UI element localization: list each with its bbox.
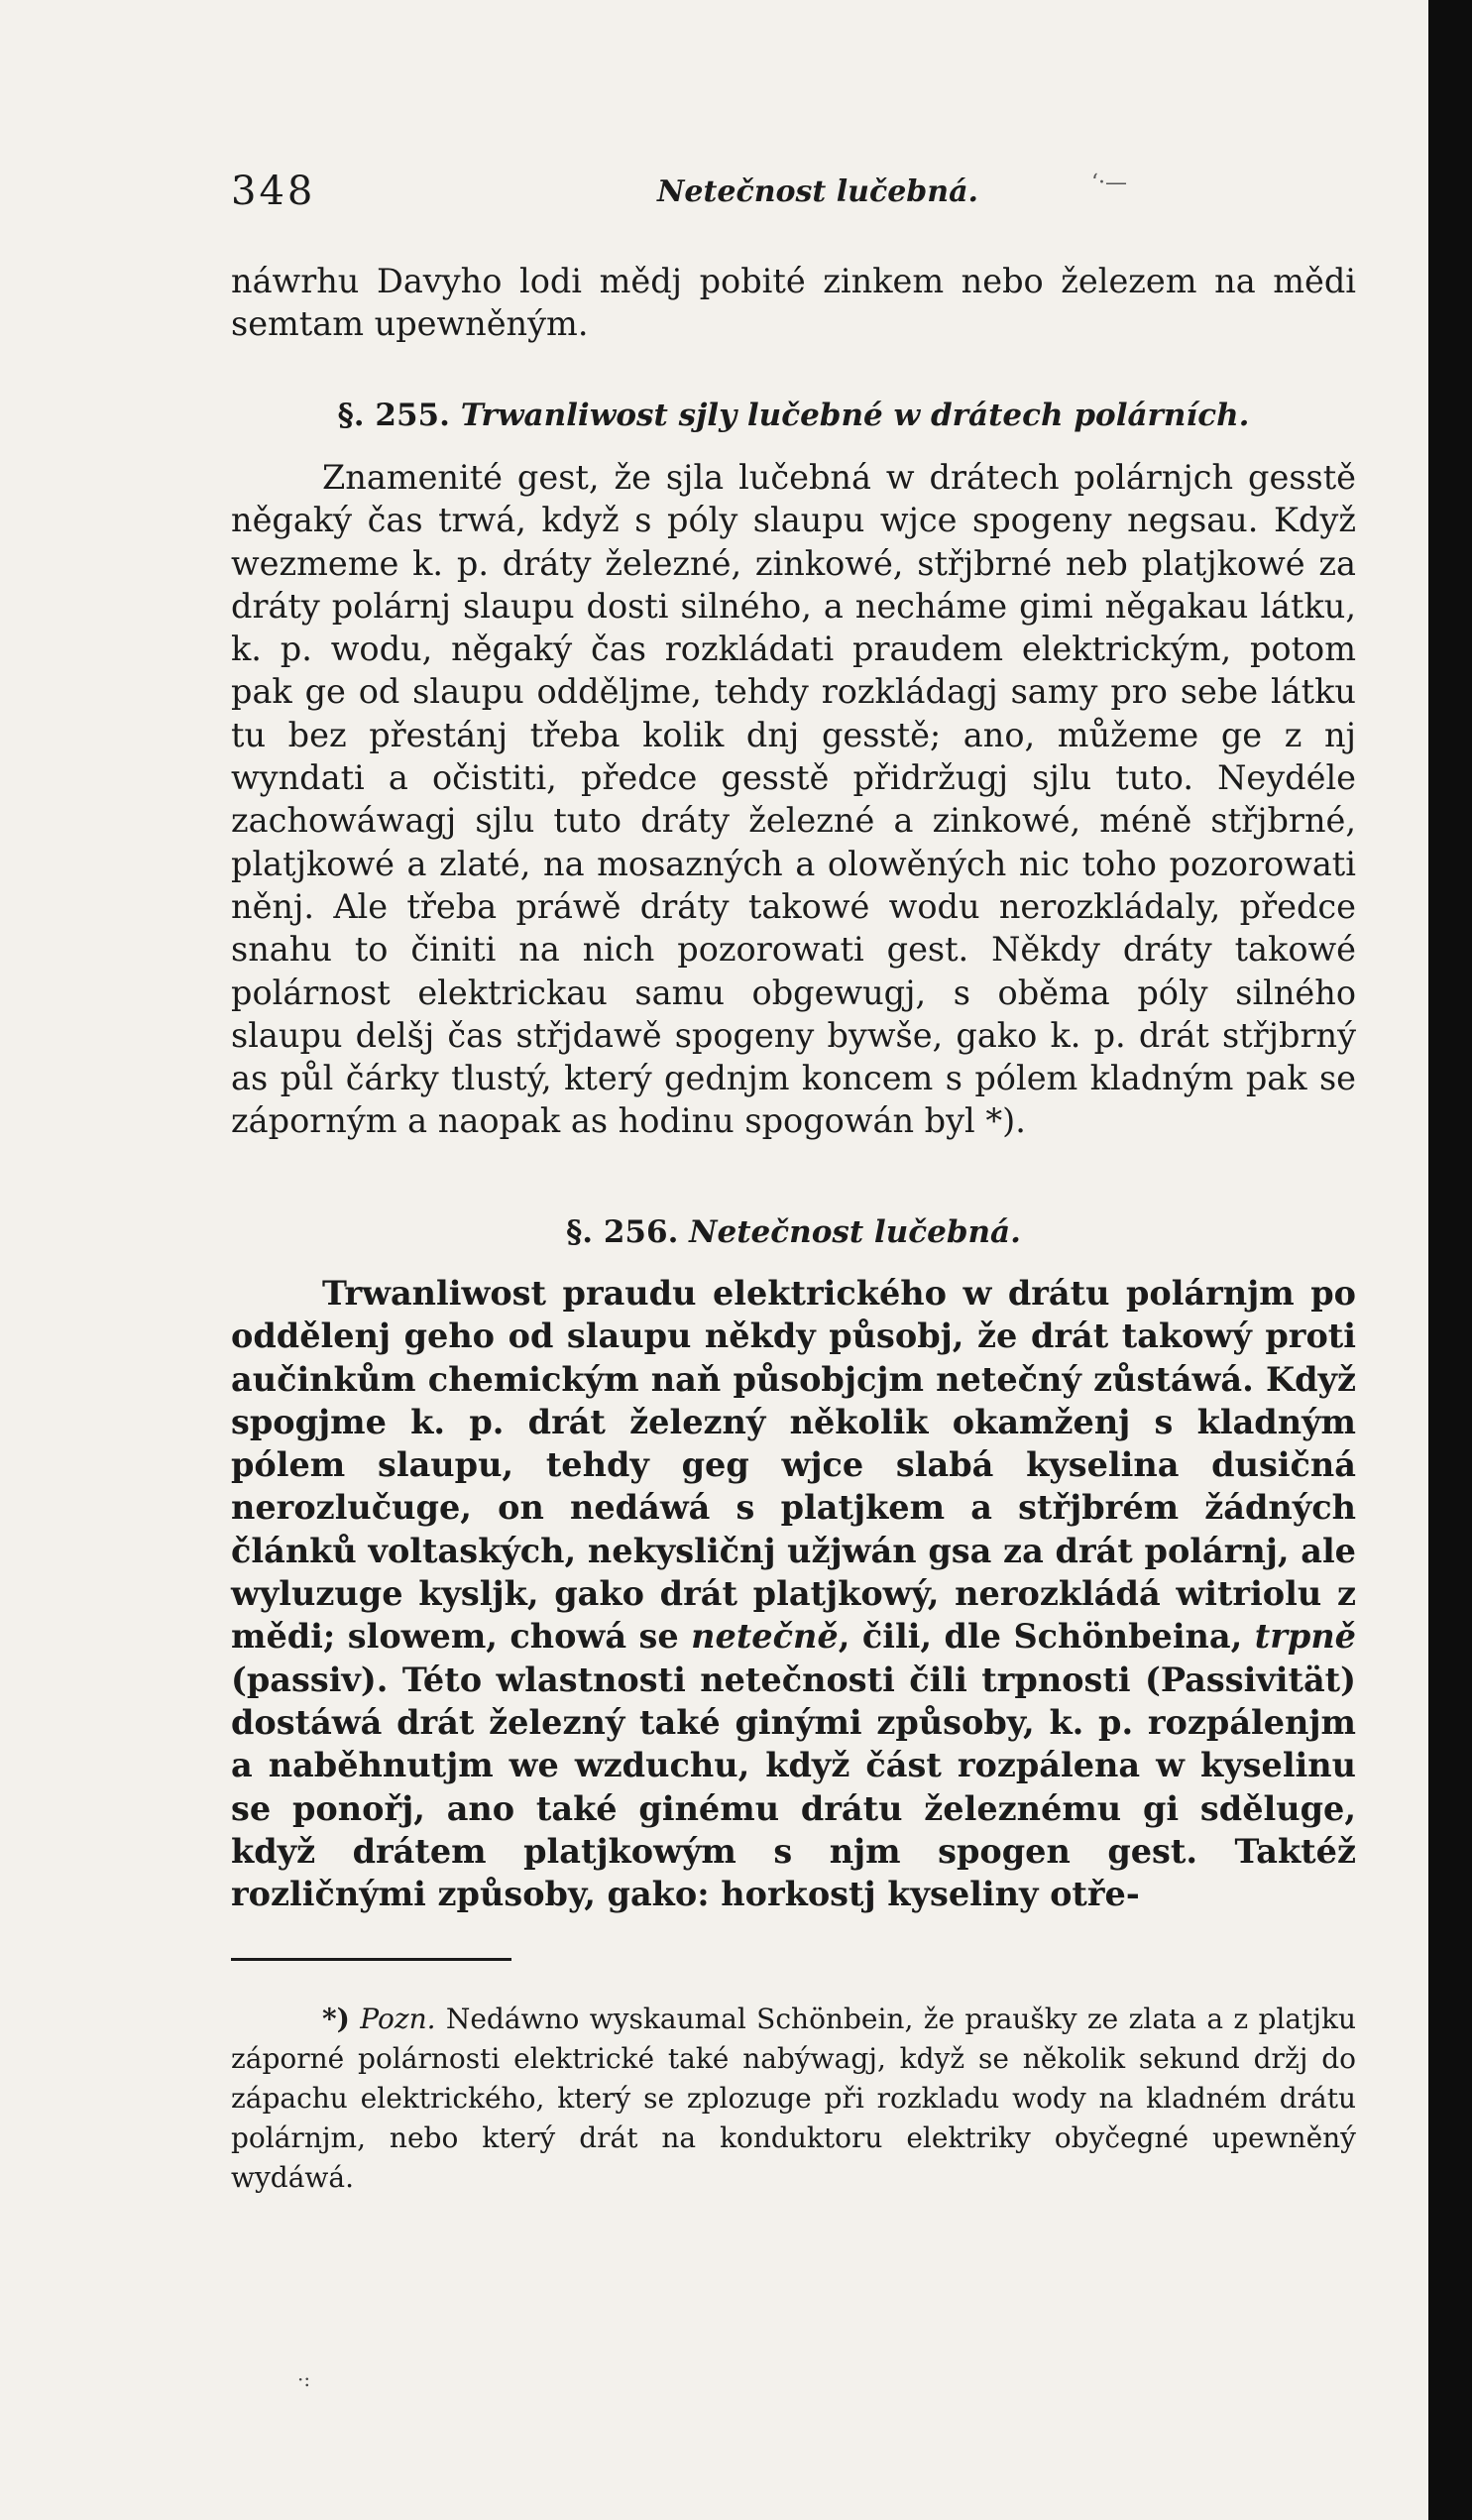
- section-256-body: [231, 1272, 1356, 1915]
- section-title: Trwanliwost sjly lučebné w drátech polárních.: [460, 398, 1250, 433]
- header-mark: ‘·—: [1091, 171, 1127, 195]
- footnote: [231, 2000, 1356, 2198]
- bottom-mark: ·:: [297, 2367, 311, 2391]
- section-heading-256: [231, 1214, 1356, 1250]
- continuation-paragraph: [231, 260, 1356, 346]
- section-255-body: [231, 456, 1356, 1143]
- section-number: §. 255.: [337, 398, 450, 433]
- page-number: 348: [231, 169, 316, 214]
- text-run: Trwanliwost praudu elektrického w drátu polárnjm po oddělenj geho od slaupu někdy působj, že drát takowý proti aučinkům chemickým naň působjcjm netečný zůstáwá. Když spogjme k. p. drát železný několik okamženj s kladným pólem slaupu, tehdy geg wjce slabá kyselina dusičná nerozlučuge, on nedáwá s platjkem a střjbrém žádných článků voltaských, nekysličnj užjwán gsa za drát polárnj, ale wyluzuge kysljk, gako drát platjkowý, nerozkládá witriolu z mědi; slowem, chowá se: [231, 1274, 1356, 1657]
- footnote-rule: [231, 1958, 511, 1961]
- term-netecne: netečně: [691, 1617, 839, 1657]
- section-255-paragraph: Znamenité gest, že sjla lučebná w drátech polárnjch gesstě něgaký čas trwá, když s póly slaupu wjce spogeny negsau. Když wezmeme k. p. dráty železné, zinkowé, střjbrné neb platjkowé za dráty polárnj slaupu dosti silného, a necháme gimi něgakau látku, k. p. wodu, něgaký čas rozkládati praudem elektrickým, potom pak ge od slaupu odděljme, tehdy rozkládagj samy pro sebe látku tu bez přestánj třeba kolik dnj gesstě; ano, můžeme ge z nj wyndati a očistiti, předce gesstě přidržugj sjlu tuto. Neydéle zachowáwagj sjlu tuto dráty železné a zinkowé, méně střjbrné, platjkowé a zlaté, na mosazných a olowěných nic toho pozorowati něnj. Ale třeba práwě dráty takowé wodu nerozkládaly, předce snahu to činiti na nich pozorowati gest. Někdy dráty takowé polárnost elektrickau samu obgewugj, s oběma póly silného slaupu delšj čas střjdawě spogeny bywše, gako k. p. drát střjbrný as půl čárky tlustý, který gednjm koncem s pólem kladným pak se záporným a naopak as hodinu spogowán byl *).: [231, 458, 1356, 1141]
- footnote-paragraph: [231, 2000, 1356, 2198]
- continuation-text: náwrhu Davyho lodi mědj pobité zinkem nebo železem na mědi semtam upewněným.: [231, 262, 1356, 344]
- text-run: (passiv). Této wlastnosti netečnosti čili trpnosti (Passivität) dostáwá drát železný také ginými způsoby, k. p. rozpálenjm a naběhnutjm we wzduchu, když část rozpálena w kyselinu se ponořj, ano také ginému drátu železnému gi sděluge, když drátem platjkowým s njm spogen gest. Taktéž rozličnými způsoby, gako: horkostj kyseliny otře-: [231, 1660, 1356, 1914]
- text-run: , čili, dle Schönbeina,: [838, 1617, 1243, 1657]
- section-256-paragraph: [231, 1272, 1356, 1915]
- footnote-label: Pozn.: [360, 2003, 436, 2035]
- scan-border: [1428, 0, 1472, 2520]
- term-trpne: trpně: [1254, 1617, 1356, 1657]
- section-title: Netečnost lučebná.: [689, 1214, 1021, 1250]
- page-header: [231, 169, 1356, 228]
- footnote-mark: *): [322, 2003, 350, 2035]
- section-heading-255: [231, 398, 1356, 433]
- footnote-text: Nedáwno wyskaumal Schönbein, že praušky ze zlata a z platjku záporné polárnosti elektrické také nabýwagj, když se několik sekund držj do zápachu elektrického, který se zplozuge při rozkladu wody na kladném drátu polárnjm, nebo který drát na konduktoru elektriky obyčegné upewněný wydáwá.: [231, 2003, 1356, 2194]
- section-number: §. 256.: [566, 1214, 679, 1250]
- running-title: Netečnost lučebná.: [657, 174, 978, 209]
